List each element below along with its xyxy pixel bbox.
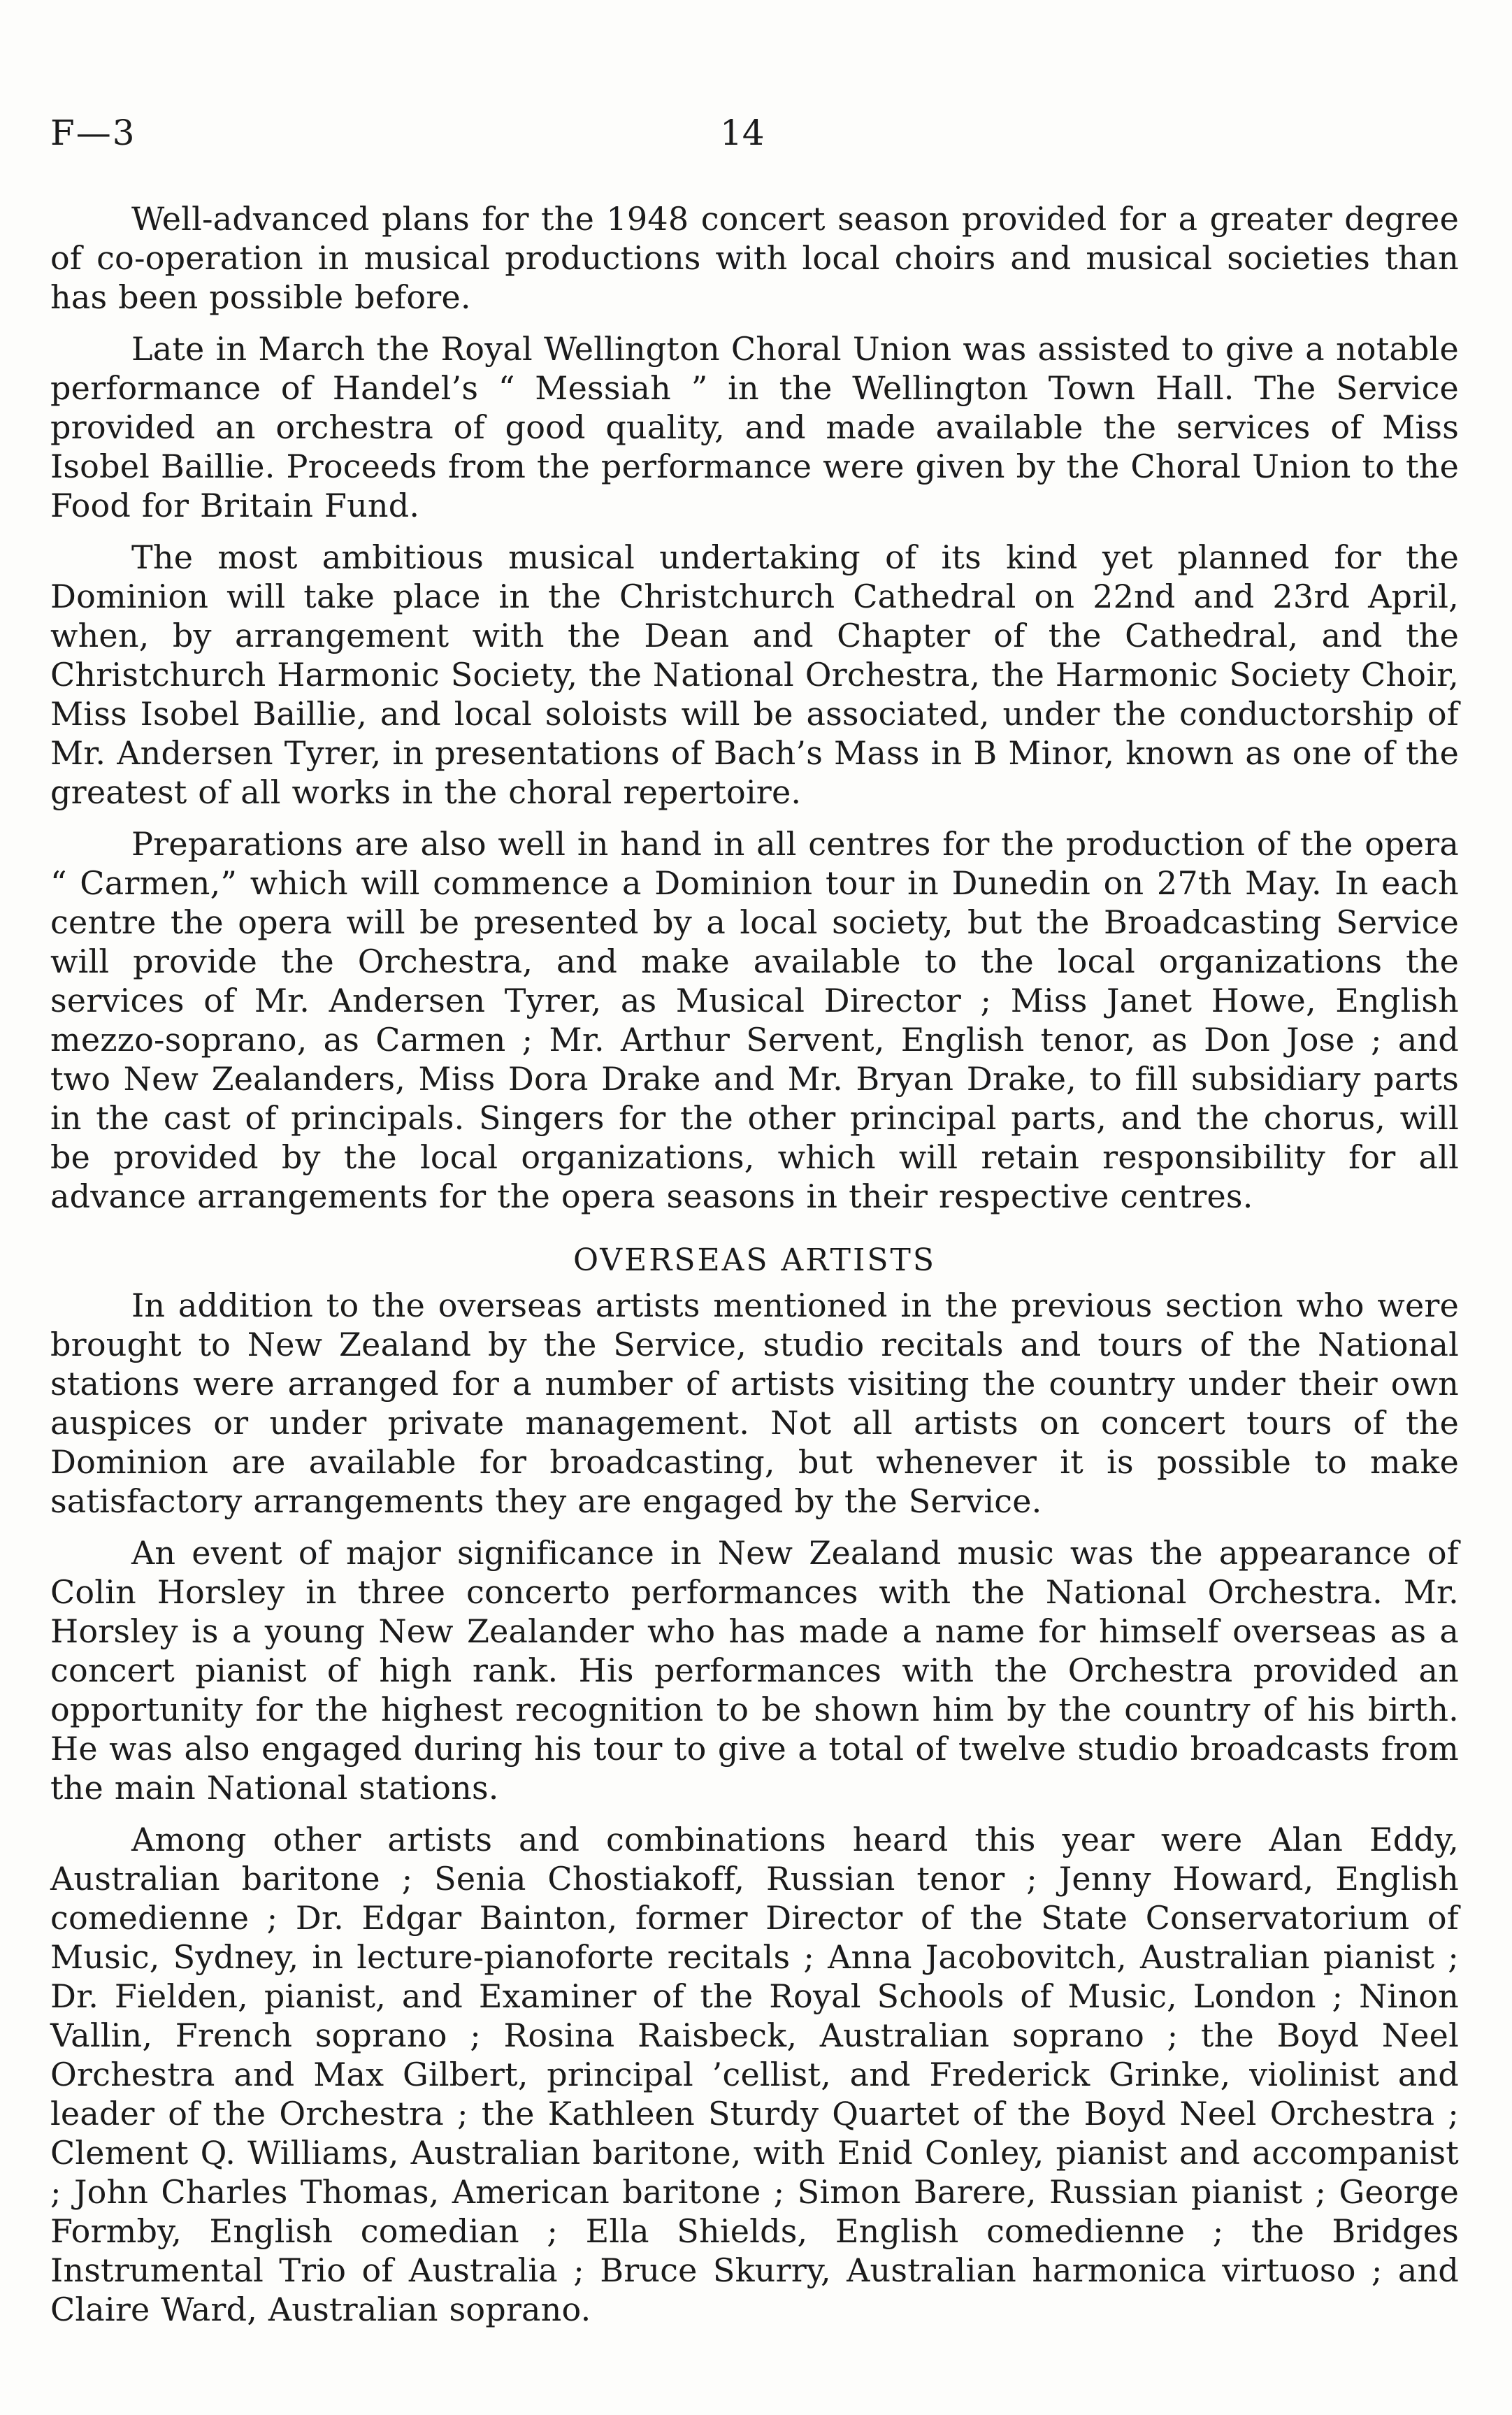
paragraph-other-artists: Among other artists and combinations heard this year were Alan Eddy, Australian baritone ; Senia Chostiakoff, Russian tenor ; Jenny Howard, English comedienne ; Dr. Edgar Bainton, former Director of the State Conservatorium of Music, Sydney, in lecture-pianoforte recitals ; Anna Jacobovitch, Australian pianist ; Dr. Fielden, pianist, and Examiner of the Royal Schools of Music, London ; Ninon Vallin, French soprano ; Rosina Raisbeck, Australian soprano ; the Boyd Neel Orchestra and Max Gilbert, principal ’cellist, and Frederick Grinke, violinist and leader of the Orchestra ; the Kathleen Sturdy Quartet of the Boyd Neel Orchestra ; Clement Q. Williams, Australian baritone, with Enid Conley, pianist and accompanist ; John Charles Thomas, American baritone ; Simon Barere, Russian pianist ; George Formby, English comedian ; Ella Shields, English comedienne ; the Bridges Instrumental Trio of Australia ; Bruce Skurry, Australian harmonica virtuoso ; and Claire Ward, Australian soprano. (50, 1821, 1459, 2328)
page-body (50, 199, 1459, 2342)
paragraph-colin-horsley: An event of major significance in New Zealand music was the appearance of Colin Horsley in three concerto performances with the National Orchestra. Mr. Horsley is a young New Zealander who has made a name for himself overseas as a concert pianist of high rank. His performances with the Orchestra provided an opportunity for the highest recognition to be shown him by the country of his birth. He was also engaged during his tour to give a total of twelve studio broadcasts from the main National stations. (50, 1534, 1459, 1807)
page-number: 14 (720, 113, 765, 153)
paragraph-carmen: Preparations are also well in hand in all centres for the production of the opera “ Carmen,” which will commence a Dominion tour in Dunedin on 27th May. In each centre the opera will be presented by a local society, but the Broadcasting Service will provide the Orchestra, and make available to the local organizations the services of Mr. Andersen Tyrer, as Musical Director ; Miss Janet Howe, English mezzo-soprano, as Carmen ; Mr. Arthur Servent, English tenor, as Don Jose ; and two New Zealanders, Miss Dora Drake and Mr. Bryan Drake, to fill subsidiary parts in the cast of principals. Singers for the other principal parts, and the chorus, will be provided by the local organizations, which will retain responsibility for all advance arrangements for the opera seasons in their respective centres. (50, 825, 1459, 1215)
section-heading: OVERSEAS ARTISTS (573, 1242, 936, 1278)
paragraph-overseas-artists: In addition to the overseas artists mentioned in the previous section who were brought to New Zealand by the Service, studio recitals and tours of the National stations were arranged for a number of artists visiting the country under their own auspices or under private management. Not all artists on concert tours of the Dominion are available for broadcasting, but whenever it is possible to make satisfactory arrangements they are engaged by the Service. (50, 1287, 1459, 1520)
paragraph-messiah: Late in March the Royal Wellington Choral Union was assisted to give a notable performance of Handel’s “ Messiah ” in the Wellington Town Hall. The Service provided an orchestra of good quality, and made available the services of Miss Isobel Baillie. Proceeds from the performance were given by the Choral Union to the Food for Britain Fund. (50, 330, 1459, 524)
page-header (0, 112, 1512, 161)
paragraph-bach-mass: The most ambitious musical undertaking of its kind yet planned for the Dominion will take place in the Christchurch Cathedral on 22nd and 23rd April, when, by arrangement with the Dean and Chapter of the Cathedral, and the Christchurch Harmonic Society, the National Orchestra, the Harmonic Society Choir, Miss Isobel Baillie, and local soloists will be associated, under the conductorship of Mr. Andersen Tyrer, in presentations of Bach’s Mass in B Minor, known as one of the greatest of all works in the choral repertoire. (50, 538, 1459, 811)
report-reference: F—3 (50, 113, 136, 153)
paragraph-concert-season: Well-advanced plans for the 1948 concert season provided for a greater degree of co-operation in musical productions with local choirs and musical societies than has been possible before. (50, 200, 1459, 316)
